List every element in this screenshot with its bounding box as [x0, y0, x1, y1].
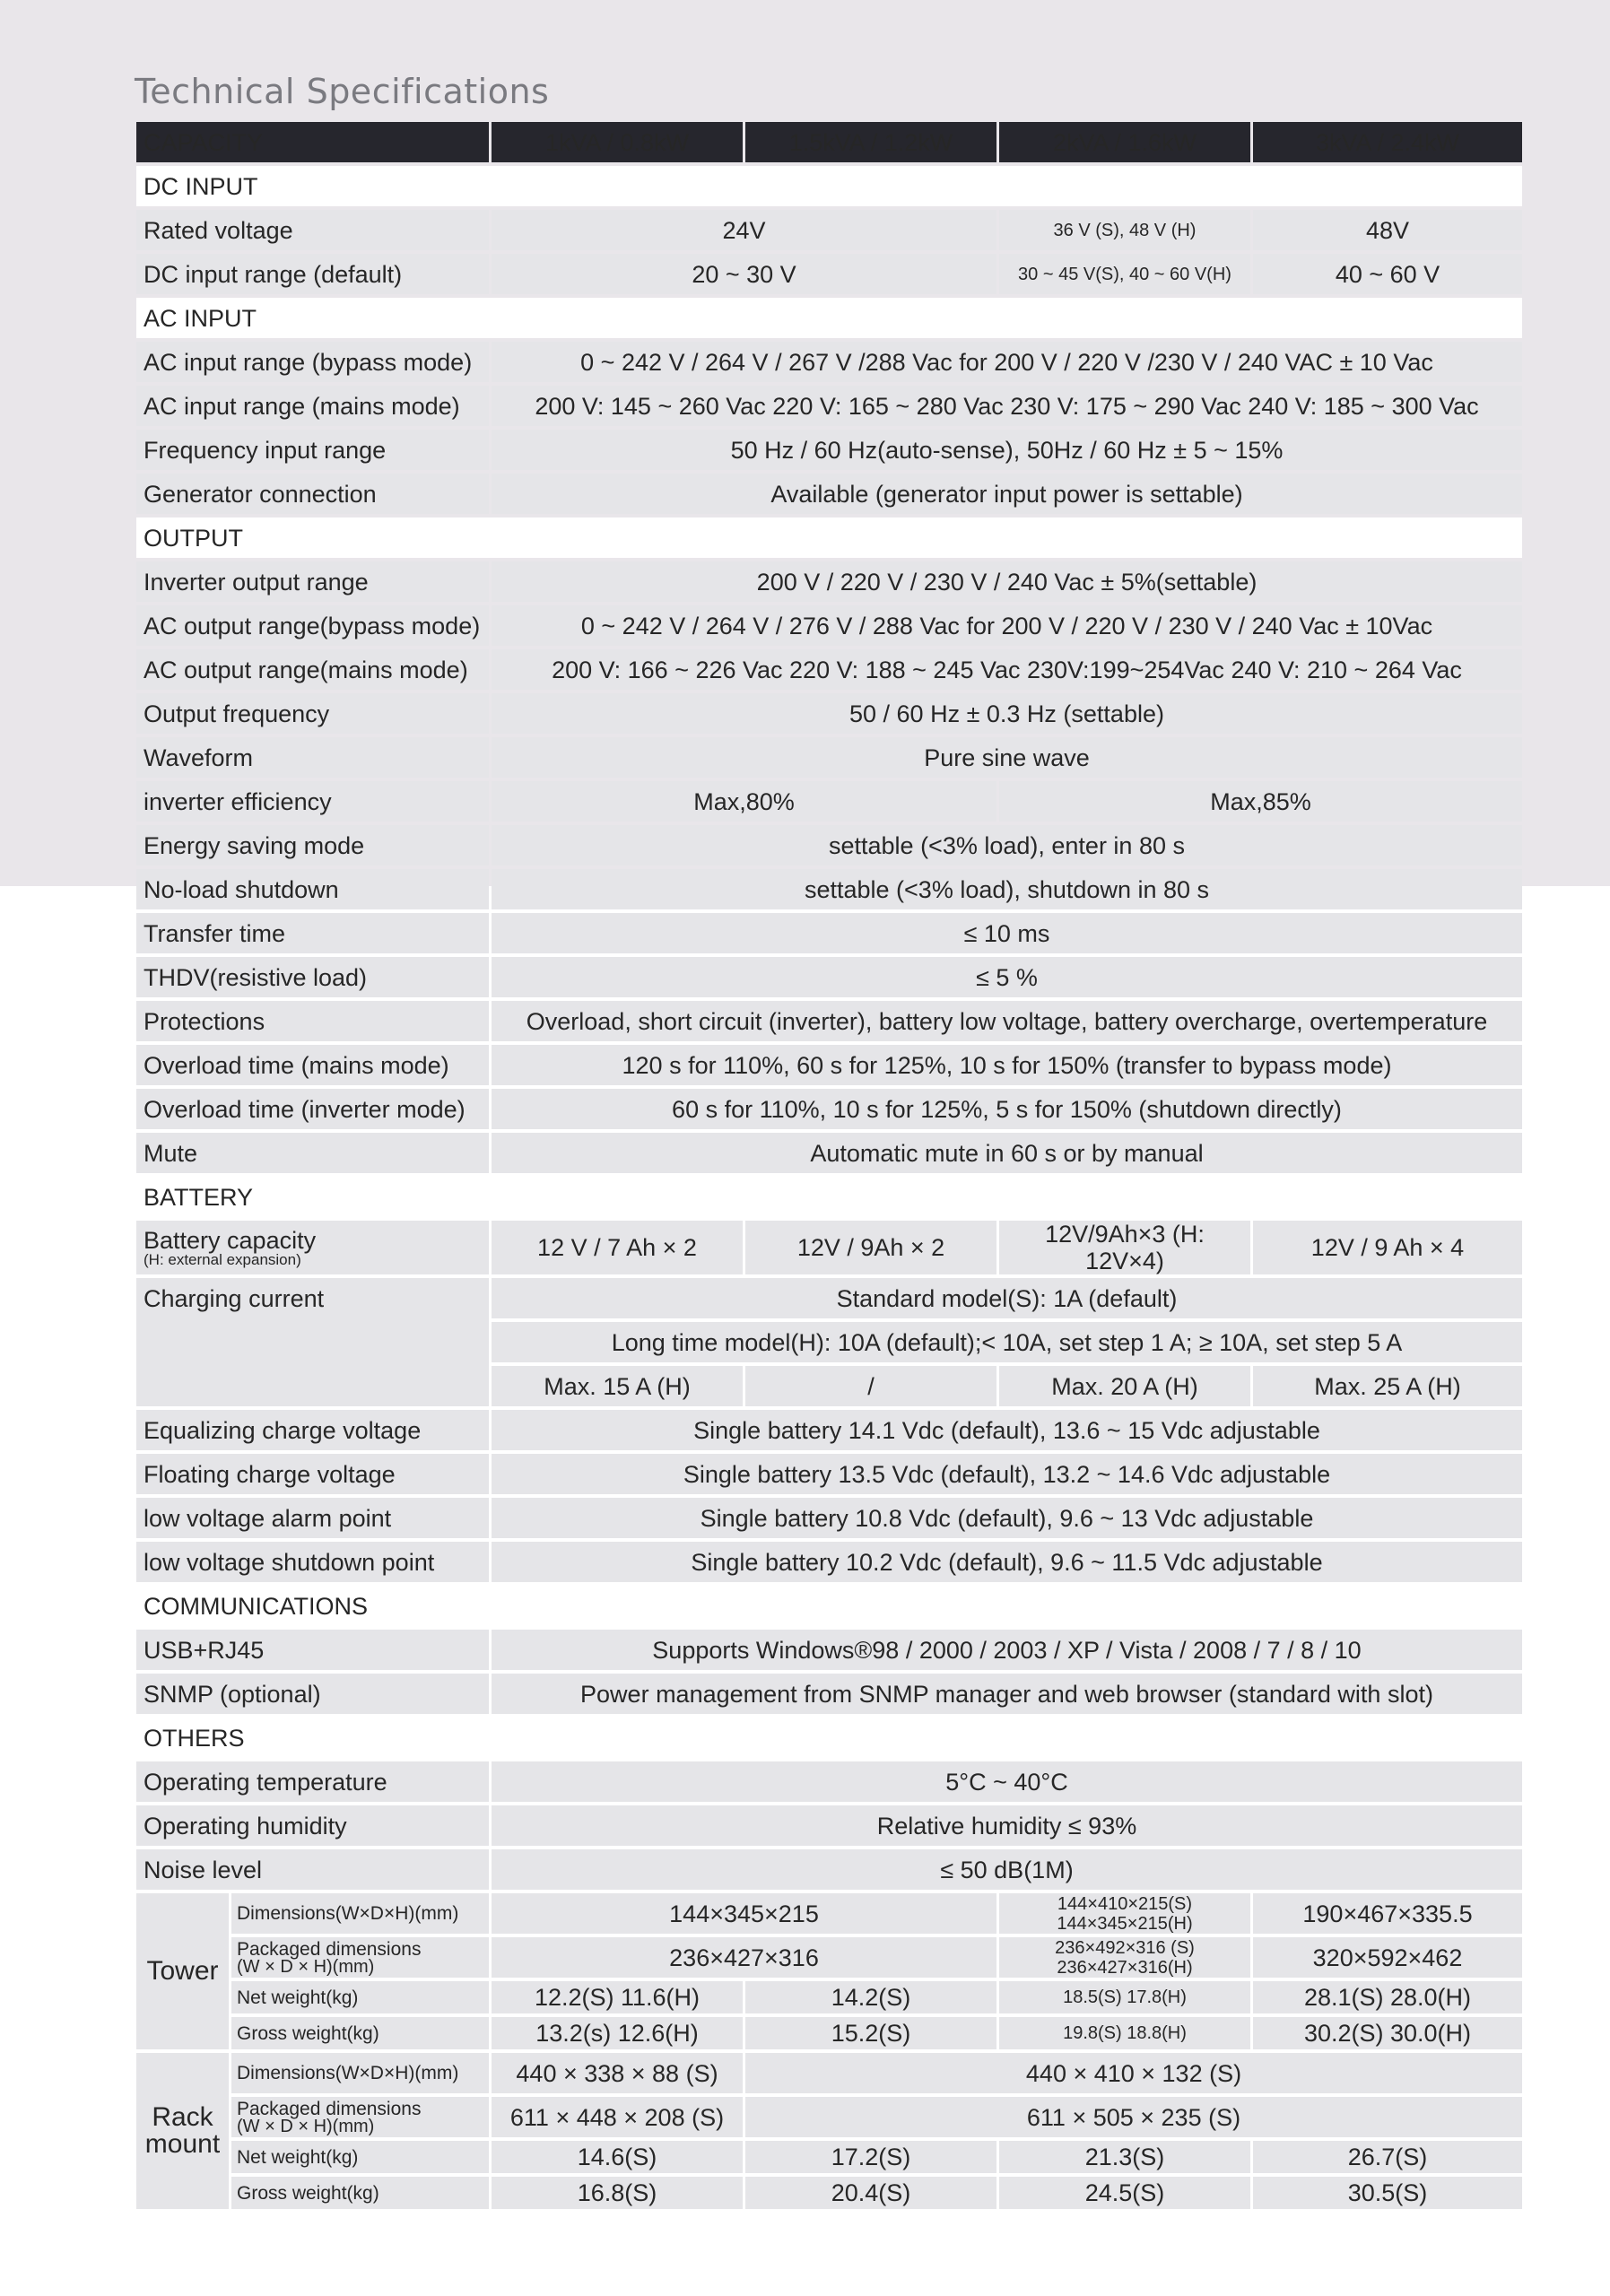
- row-value: 13.2(s) 12.6(H): [492, 2017, 743, 2049]
- row-value: 20 ~ 30 V: [492, 254, 996, 294]
- row-value: 30.2(S) 30.0(H): [1253, 2017, 1522, 2049]
- table-row: [136, 913, 1522, 953]
- row-value: 50 Hz / 60 Hz(auto-sense), 50Hz / 60 Hz ± 5 ~ 15%: [492, 430, 1522, 470]
- page-title: Technical Specifications: [135, 72, 550, 111]
- table-row: [136, 2141, 1522, 2173]
- row-value: Standard model(S): 1A (default): [492, 1278, 1522, 1318]
- packaged-sublabel: (W × D × H)(mm): [237, 2116, 375, 2136]
- row-value: 50 / 60 Hz ± 0.3 Hz (settable): [492, 693, 1522, 734]
- section-title: DC INPUT: [136, 166, 1522, 206]
- battery-capacity-sublabel: (H: external expansion): [144, 1250, 301, 1268]
- row-value: 12V / 9 Ah × 4: [1253, 1221, 1522, 1274]
- row-label: Energy saving mode: [136, 825, 489, 865]
- section-dc-input: [136, 166, 1522, 206]
- row-value-line: 236×427×316(H): [1057, 1957, 1193, 1978]
- row-value: 12V/9Ah×3 (H: 12V×4): [999, 1221, 1250, 1274]
- row-label: Generator connection: [136, 474, 489, 514]
- table-row: [136, 2053, 1522, 2093]
- row-value: 200 V: 145 ~ 260 Vac 220 V: 165 ~ 280 Vac 230 V: 175 ~ 290 Vac 240 V: 185 ~ 300 Vac: [492, 386, 1522, 426]
- table-row: [136, 254, 1522, 294]
- table-row: [136, 693, 1522, 734]
- table-row: [136, 1221, 1522, 1274]
- row-value: 190×467×335.5: [1253, 1893, 1522, 1934]
- row-value: Available (generator input power is settable): [492, 474, 1522, 514]
- row-label: Overload time (inverter mode): [136, 1089, 489, 1129]
- section-output: [136, 517, 1522, 558]
- row-label: Frequency input range: [136, 430, 489, 470]
- row-label: [231, 1937, 489, 1978]
- table-row: [136, 1133, 1522, 1173]
- tower-label: Tower: [136, 1893, 229, 2049]
- row-value: 144×345×215: [492, 1893, 996, 1934]
- row-label: Floating charge voltage: [136, 1454, 489, 1494]
- row-label: DC input range (default): [136, 254, 489, 294]
- row-value: Max. 20 A (H): [999, 1366, 1250, 1406]
- section-title: AC INPUT: [136, 298, 1522, 338]
- row-label: [136, 1221, 489, 1274]
- row-value: 18.5(S) 17.8(H): [999, 1981, 1250, 2013]
- row-value: 236×427×316: [492, 1937, 996, 1978]
- row-value: Max. 15 A (H): [492, 1366, 743, 1406]
- table-row: [136, 957, 1522, 997]
- row-value: 611 × 505 × 235 (S): [745, 2097, 1522, 2137]
- table-row: [136, 561, 1522, 602]
- table-row: [136, 1630, 1522, 1670]
- table-row: [136, 1937, 1522, 1978]
- section-battery: [136, 1177, 1522, 1217]
- table-header-row: [136, 122, 1522, 162]
- row-value: Relative humidity ≤ 93%: [492, 1805, 1522, 1846]
- section-ac-input: [136, 298, 1522, 338]
- table-row: [136, 210, 1522, 250]
- row-label: Net weight(kg): [231, 1981, 489, 2013]
- table-row: [136, 1410, 1522, 1450]
- row-label: Charging current: [136, 1278, 489, 1406]
- row-value: [999, 1893, 1250, 1934]
- table-row: [136, 1001, 1522, 1041]
- row-label: AC input range (mains mode): [136, 386, 489, 426]
- row-label: Waveform: [136, 737, 489, 778]
- section-title: OTHERS: [136, 1718, 1522, 1758]
- row-value: Supports Windows®98 / 2000 / 2003 / XP / Vista / 2008 / 7 / 8 / 10: [492, 1630, 1522, 1670]
- row-value: Max,85%: [999, 781, 1522, 822]
- row-label: Noise level: [136, 1849, 489, 1890]
- table-row: [136, 825, 1522, 865]
- section-communications: [136, 1586, 1522, 1626]
- row-value: 200 V: 166 ~ 226 Vac 220 V: 188 ~ 245 Vac 230V:199~254Vac 240 V: 210 ~ 264 Vac: [492, 649, 1522, 690]
- row-value: 19.8(S) 18.8(H): [999, 2017, 1250, 2049]
- row-label: Net weight(kg): [231, 2141, 489, 2173]
- row-value: Single battery 10.8 Vdc (default), 9.6 ~ 13 Vdc adjustable: [492, 1498, 1522, 1538]
- row-value: 12V / 9Ah × 2: [745, 1221, 996, 1274]
- row-value: 5°C ~ 40°C: [492, 1761, 1522, 1802]
- row-label: Inverter output range: [136, 561, 489, 602]
- row-value: 440 × 338 × 88 (S): [492, 2053, 743, 2093]
- model-1-5kva-header: 1.5kVA / 1.2kW: [745, 122, 996, 162]
- row-label: low voltage alarm point: [136, 1498, 489, 1538]
- row-value: ≤ 10 ms: [492, 913, 1522, 953]
- row-value: /: [745, 1366, 996, 1406]
- row-value: 440 × 410 × 132 (S): [745, 2053, 1522, 2093]
- table-row: [136, 1981, 1522, 2013]
- row-value: Automatic mute in 60 s or by manual: [492, 1133, 1522, 1173]
- row-label: Operating temperature: [136, 1761, 489, 1802]
- row-label: USB+RJ45: [136, 1630, 489, 1670]
- row-value: 120 s for 110%, 60 s for 125%, 10 s for 150% (transfer to bypass mode): [492, 1045, 1522, 1085]
- row-value: 20.4(S): [745, 2177, 996, 2209]
- table-row: [136, 2097, 1522, 2137]
- row-value: 40 ~ 60 V: [1253, 254, 1522, 294]
- row-label: [231, 2097, 489, 2137]
- table-row: [136, 605, 1522, 646]
- table-row: [136, 430, 1522, 470]
- table-row: [136, 474, 1522, 514]
- section-title: OUTPUT: [136, 517, 1522, 558]
- row-label: AC input range (bypass mode): [136, 342, 489, 382]
- row-label: Mute: [136, 1133, 489, 1173]
- table-row: [136, 737, 1522, 778]
- row-value: 0 ~ 242 V / 264 V / 267 V /288 Vac for 200 V / 220 V /230 V / 240 VAC ± 10 Vac: [492, 342, 1522, 382]
- row-value: 48V: [1253, 210, 1522, 250]
- row-value: [999, 1937, 1250, 1978]
- row-value: Max,80%: [492, 781, 996, 822]
- row-value: 24.5(S): [999, 2177, 1250, 2209]
- row-value: 24V: [492, 210, 996, 250]
- row-value-line: 144×410×215(S): [1057, 1893, 1193, 1914]
- row-label: Overload time (mains mode): [136, 1045, 489, 1085]
- row-label: Rated voltage: [136, 210, 489, 250]
- row-value: 15.2(S): [745, 2017, 996, 2049]
- packaged-sublabel: (W × D × H)(mm): [237, 1956, 375, 1977]
- table-row: [136, 1805, 1522, 1846]
- row-label: Gross weight(kg): [231, 2017, 489, 2049]
- row-value: Single battery 10.2 Vdc (default), 9.6 ~ 11.5 Vdc adjustable: [492, 1542, 1522, 1582]
- row-value: 0 ~ 242 V / 264 V / 276 V / 288 Vac for 200 V / 220 V / 230 V / 240 Vac ± 10Vac: [492, 605, 1522, 646]
- row-label: Output frequency: [136, 693, 489, 734]
- model-2kva-header: 2kVA / 1.6kW: [999, 122, 1250, 162]
- row-value: Long time model(H): 10A (default);< 10A, set step 1 A; ≥ 10A, set step 5 A: [492, 1322, 1522, 1362]
- table-row: [136, 342, 1522, 382]
- row-label: Protections: [136, 1001, 489, 1041]
- table-row: [136, 2177, 1522, 2209]
- row-value-line: 236×492×316 (S): [1055, 1937, 1195, 1958]
- row-value: 611 × 448 × 208 (S): [492, 2097, 743, 2137]
- spec-table: [134, 118, 1525, 2213]
- spec-table-wrapper: [136, 122, 1509, 2209]
- row-value: 30.5(S): [1253, 2177, 1522, 2209]
- table-row: [136, 869, 1522, 909]
- packaged-label: Packaged dimensions: [237, 2098, 422, 2119]
- row-value: settable (<3% load), enter in 80 s: [492, 825, 1522, 865]
- row-label: Dimensions(W×D×H)(mm): [231, 1893, 489, 1934]
- row-label: AC output range(bypass mode): [136, 605, 489, 646]
- row-value: 36 V (S), 48 V (H): [999, 210, 1250, 250]
- table-row: [136, 649, 1522, 690]
- row-value: 60 s for 110%, 10 s for 125%, 5 s for 150% (shutdown directly): [492, 1089, 1522, 1129]
- table-row: [136, 1893, 1522, 1934]
- table-row: [136, 1498, 1522, 1538]
- row-label: Equalizing charge voltage: [136, 1410, 489, 1450]
- table-row: [136, 1278, 1522, 1318]
- row-value-line: 144×345×215(H): [1057, 1913, 1193, 1934]
- table-row: [136, 1454, 1522, 1494]
- table-row: [136, 1089, 1522, 1129]
- row-value: 12.2(S) 11.6(H): [492, 1981, 743, 2013]
- row-label: THDV(resistive load): [136, 957, 489, 997]
- model-1kva-header: 1kVA / 0.8kW: [492, 122, 743, 162]
- table-row: [136, 1674, 1522, 1714]
- row-value: Single battery 13.5 Vdc (default), 13.2 ~ 14.6 Vdc adjustable: [492, 1454, 1522, 1494]
- row-value: Power management from SNMP manager and web browser (standard with slot): [492, 1674, 1522, 1714]
- table-row: [136, 1849, 1522, 1890]
- row-value: 16.8(S): [492, 2177, 743, 2209]
- row-label: inverter efficiency: [136, 781, 489, 822]
- row-value: ≤ 5 %: [492, 957, 1522, 997]
- rack-mount-label: Rack mount: [136, 2053, 229, 2209]
- row-value: 320×592×462: [1253, 1937, 1522, 1978]
- row-value: 12 V / 7 Ah × 2: [492, 1221, 743, 1274]
- row-value: 14.6(S): [492, 2141, 743, 2173]
- row-value: 30 ~ 45 V(S), 40 ~ 60 V(H): [999, 254, 1250, 294]
- packaged-label: Packaged dimensions: [237, 1938, 422, 1960]
- row-value: 14.2(S): [745, 1981, 996, 2013]
- table-row: [136, 1542, 1522, 1582]
- row-label: Transfer time: [136, 913, 489, 953]
- model-3kva-header: 3kVA / 2.4kW: [1253, 122, 1522, 162]
- row-label: SNMP (optional): [136, 1674, 489, 1714]
- row-value: Single battery 14.1 Vdc (default), 13.6 ~ 15 Vdc adjustable: [492, 1410, 1522, 1450]
- section-title: COMMUNICATIONS: [136, 1586, 1522, 1626]
- row-value: 21.3(S): [999, 2141, 1250, 2173]
- row-label: No-load shutdown: [136, 869, 489, 909]
- table-row: [136, 781, 1522, 822]
- row-value: 200 V / 220 V / 230 V / 240 Vac ± 5%(settable): [492, 561, 1522, 602]
- row-label: Operating humidity: [136, 1805, 489, 1846]
- section-others: [136, 1718, 1522, 1758]
- row-label: AC output range(mains mode): [136, 649, 489, 690]
- section-title: BATTERY: [136, 1177, 1522, 1217]
- row-label: Dimensions(W×D×H)(mm): [231, 2053, 489, 2093]
- table-row: [136, 1045, 1522, 1085]
- battery-capacity-label: Battery capacity: [144, 1226, 317, 1254]
- row-value: Pure sine wave: [492, 737, 1522, 778]
- table-row: [136, 386, 1522, 426]
- row-label: low voltage shutdown point: [136, 1542, 489, 1582]
- table-row: [136, 1761, 1522, 1802]
- row-label: Gross weight(kg): [231, 2177, 489, 2209]
- row-value: 26.7(S): [1253, 2141, 1522, 2173]
- row-value: 28.1(S) 28.0(H): [1253, 1981, 1522, 2013]
- row-value: Max. 25 A (H): [1253, 1366, 1522, 1406]
- capacity-header: CAPACITY: [136, 122, 489, 162]
- table-row: [136, 2017, 1522, 2049]
- row-value: Overload, short circuit (inverter), battery low voltage, battery overcharge, overtemperature: [492, 1001, 1522, 1041]
- row-value: 17.2(S): [745, 2141, 996, 2173]
- row-value: settable (<3% load), shutdown in 80 s: [492, 869, 1522, 909]
- row-value: ≤ 50 dB(1M): [492, 1849, 1522, 1890]
